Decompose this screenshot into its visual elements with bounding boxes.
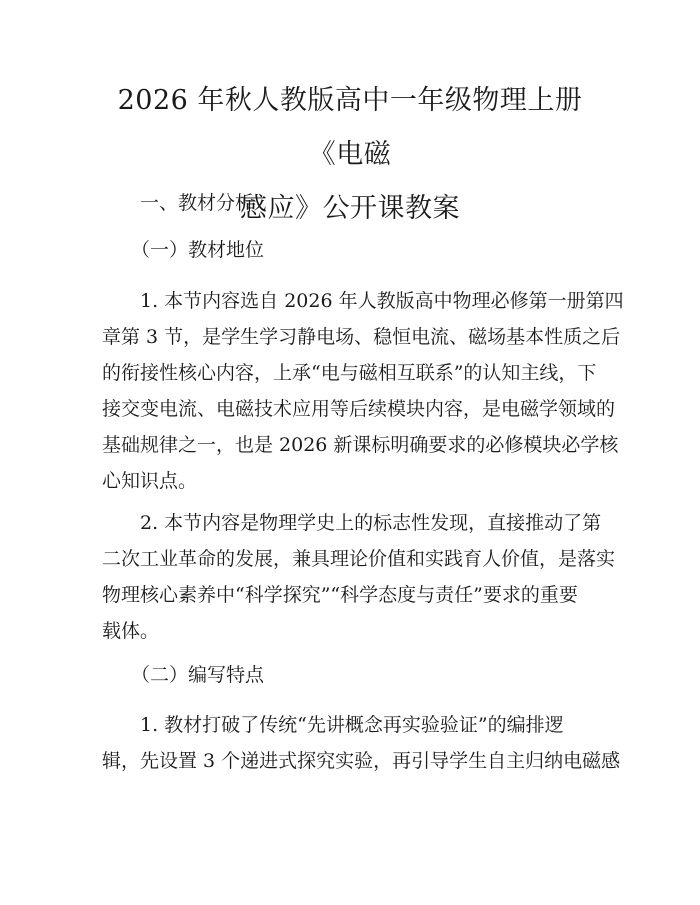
title-line-2: 感应》公开课教案 (240, 193, 460, 224)
paragraph-line: 载体。 (102, 620, 160, 642)
paragraph-line: 的衔接性核心内容，上承“电与磁相互联系”的认知主线，下 (102, 362, 597, 384)
paragraph-line: 二次工业革命的发展，兼具理论价值和实践育人价值，是落实 (102, 548, 616, 570)
section-heading-textbook-analysis: 一、教材分析 (140, 192, 255, 214)
paragraph-line: 接交变电流、电磁技术应用等后续模块内容，是电磁学领域的 (102, 398, 616, 420)
paragraph-line: 心知识点。 (102, 470, 198, 492)
paragraph-1 (102, 283, 624, 499)
subsection-heading-writing-features: （二）编写特点 (131, 664, 265, 686)
title-line-1: 2026 年秋人教版高中一年级物理上册《电磁 (117, 85, 583, 170)
paragraph-line: 章第 3 节，是学生学习静电场、稳恒电流、磁场基本性质之后 (102, 326, 621, 348)
paragraph-line: 1. 教材打破了传统“先讲概念再实验验证”的编排逻 (140, 714, 564, 736)
paragraph-line: 1. 本节内容选自 2026 年人教版高中物理必修第一册第四 (140, 290, 624, 312)
paragraph-line: 2. 本节内容是物理学史上的标志性发现，直接推动了第 (140, 512, 602, 534)
subsection-heading-textbook-status: （一）教材地位 (131, 239, 265, 261)
paragraph-3 (102, 707, 621, 779)
paragraph-line: 基础规律之一，也是 2026 新课标明确要求的必修模块必学核 (102, 434, 619, 456)
paragraph-2 (102, 505, 616, 649)
paragraph-line: 辑，先设置 3 个递进式探究实验，再引导学生自主归纳电磁感 (102, 750, 621, 772)
paragraph-line: 物理核心素养中“科学探究”“科学态度与责任”要求的重要 (102, 584, 578, 606)
